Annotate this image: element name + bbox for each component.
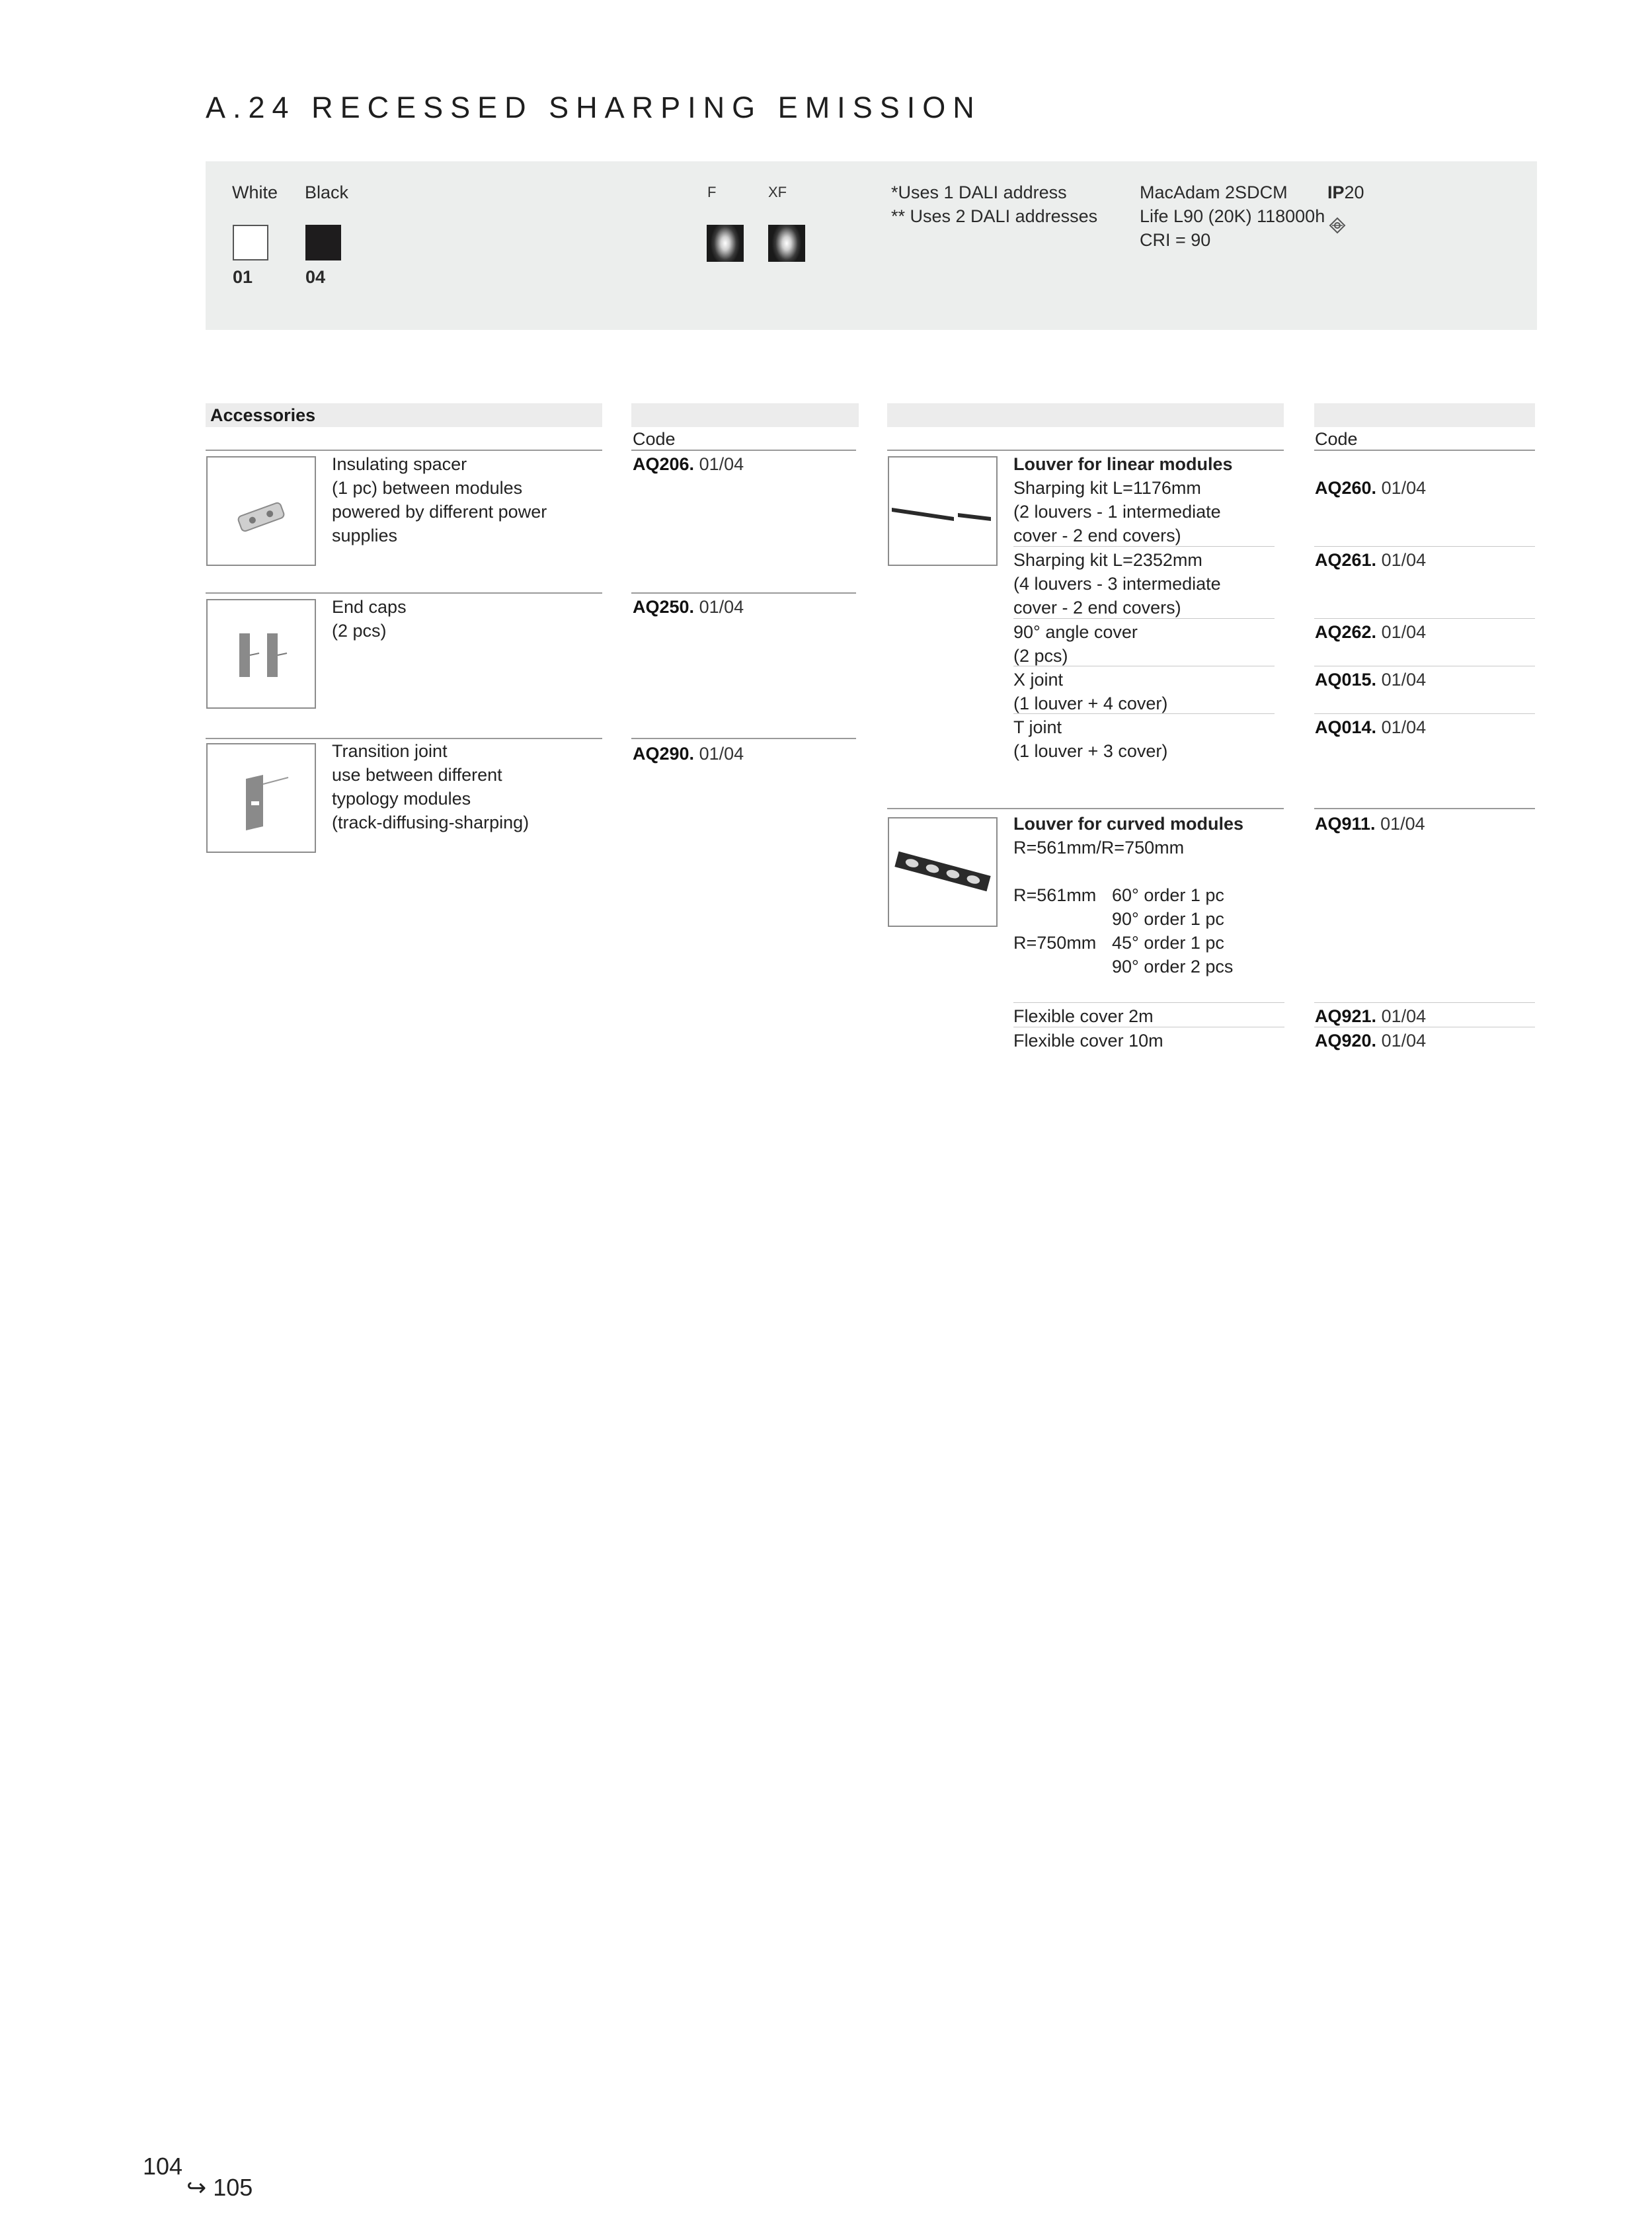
divider	[1013, 546, 1275, 547]
linear-item-sharping-2352	[1013, 548, 1221, 619]
code-header-bar-1	[631, 403, 859, 427]
divider	[631, 450, 856, 451]
item-desc: typology modules	[332, 789, 471, 809]
next-page-link[interactable]	[186, 2174, 253, 2202]
order-line: 60° order 1 pc	[1112, 885, 1224, 905]
return-arrow-icon: ↪	[186, 2174, 207, 2201]
code-aq290	[633, 742, 744, 766]
code-bold: AQ920.	[1315, 1031, 1377, 1051]
code-suffix: 01/04	[694, 454, 744, 474]
end-caps-image	[206, 599, 316, 709]
code-suffix: 01/04	[1376, 622, 1427, 642]
code-suffix: 01/04	[1376, 550, 1427, 570]
accessories-header-bar	[206, 403, 602, 427]
code-bold: AQ261.	[1315, 550, 1377, 570]
item-desc: use between different	[332, 765, 502, 785]
divider	[206, 450, 602, 451]
curved-louver-heading	[1013, 812, 1243, 859]
divider	[631, 592, 856, 594]
order-line: 90° order 1 pc	[1112, 909, 1224, 929]
optic-xf-label: XF	[768, 184, 787, 200]
transition-joint-image	[206, 743, 316, 853]
item-end-caps	[332, 595, 407, 643]
divider	[1013, 618, 1275, 619]
item-title: End caps	[332, 597, 407, 617]
spec-macadam: MacAdam 2SDCM	[1140, 182, 1288, 202]
linear-louver-title: Louver for linear modules	[1013, 454, 1233, 474]
item-insulating-spacer	[332, 452, 547, 547]
item-desc: (1 louver + 3 cover)	[1013, 741, 1168, 761]
code-aq206	[633, 452, 744, 476]
code-aq921	[1315, 1004, 1426, 1028]
item-desc: (2 pcs)	[1013, 646, 1068, 666]
optic-f-label: F	[707, 184, 717, 200]
divider	[887, 450, 1284, 451]
divider	[887, 808, 1284, 809]
code-aq260	[1315, 476, 1426, 500]
item-title: Insulating spacer	[332, 454, 467, 474]
code-suffix: 01/04	[1376, 717, 1427, 737]
insulating-spacer-image	[206, 456, 316, 566]
divider	[1314, 713, 1535, 714]
radius-750-orders	[1112, 931, 1233, 978]
radius-561-label: R=561mm	[1013, 885, 1097, 905]
optic-f-beam-icon[interactable]	[707, 225, 744, 262]
code-bold: AQ015.	[1315, 670, 1377, 690]
divider	[1314, 808, 1535, 809]
code-aq250	[633, 595, 744, 619]
code-suffix: 01/04	[1376, 670, 1427, 690]
driver-icon	[1329, 217, 1346, 234]
code-bold: AQ290.	[633, 744, 695, 764]
spec-cri: CRI = 90	[1140, 230, 1211, 250]
code-bold: AQ250.	[633, 597, 695, 617]
code-header-left: Code	[633, 429, 676, 449]
divider	[1013, 713, 1275, 714]
flexible-cover-2m: Flexible cover 2m	[1013, 1006, 1154, 1026]
finish-black-label: Black	[305, 182, 349, 202]
code-aq920	[1315, 1029, 1426, 1053]
code-header-bar-2	[1314, 403, 1535, 427]
code-aq911	[1315, 812, 1425, 836]
code-aq261	[1315, 548, 1426, 572]
ip-rating	[1327, 182, 1364, 203]
item-desc: (track-diffusing-sharping)	[332, 813, 530, 832]
flexible-cover-10m: Flexible cover 10m	[1013, 1031, 1163, 1051]
item-title: X joint	[1013, 670, 1064, 690]
item-desc: cover - 2 end covers)	[1013, 526, 1181, 545]
linear-item-t-joint	[1013, 715, 1167, 763]
curved-louver-subtitle: R=561mm/R=750mm	[1013, 838, 1185, 857]
item-title: Transition joint	[332, 741, 448, 761]
divider	[1314, 546, 1535, 547]
ip-label: IP	[1327, 182, 1345, 202]
item-transition-joint	[332, 739, 529, 834]
item-desc: supplies	[332, 526, 398, 545]
divider	[1314, 618, 1535, 619]
louver-linear-image	[888, 456, 998, 566]
finish-black-code: 04	[305, 267, 326, 287]
page-number: 104	[143, 2153, 183, 2180]
item-title: T joint	[1013, 717, 1062, 737]
linear-item-angle-cover	[1013, 620, 1138, 668]
divider	[206, 592, 602, 594]
louver-header-bar	[887, 403, 1284, 427]
code-bold: AQ911.	[1315, 814, 1376, 834]
ip-value: 20	[1344, 182, 1364, 202]
linear-item-sharping-1176	[1013, 476, 1221, 547]
optic-xf-beam-icon[interactable]	[768, 225, 805, 262]
code-bold: AQ206.	[633, 454, 695, 474]
black-swatch[interactable]	[305, 225, 341, 260]
divider	[1314, 450, 1535, 451]
code-bold: AQ260.	[1315, 478, 1377, 498]
item-title: Sharping kit L=2352mm	[1013, 550, 1202, 570]
item-desc: (1 pc) between modules	[332, 478, 523, 498]
code-suffix: 01/04	[694, 744, 744, 764]
code-aq014	[1315, 715, 1426, 739]
item-title: Sharping kit L=1176mm	[1013, 478, 1201, 498]
curved-louver-title: Louver for curved modules	[1013, 814, 1244, 834]
code-suffix: 01/04	[1376, 478, 1427, 498]
next-page-number: 105	[213, 2174, 253, 2201]
code-suffix: 01/04	[694, 597, 744, 617]
code-suffix: 01/04	[1375, 814, 1425, 834]
dali-line-2: ** Uses 2 DALI addresses	[891, 206, 1098, 226]
louver-curved-image	[888, 817, 998, 927]
item-title: 90° angle cover	[1013, 622, 1138, 642]
spec-life: Life L90 (20K) 118000h	[1140, 206, 1325, 226]
linear-item-x-joint	[1013, 668, 1167, 715]
item-desc: (1 louver + 4 cover)	[1013, 694, 1168, 713]
item-desc: (4 louvers - 3 intermediate	[1013, 574, 1221, 594]
code-aq262	[1315, 620, 1426, 644]
radius-750-label: R=750mm	[1013, 933, 1097, 953]
divider	[1013, 1002, 1284, 1003]
code-bold: AQ921.	[1315, 1006, 1377, 1026]
item-desc: (2 pcs)	[332, 621, 387, 641]
divider	[631, 738, 856, 739]
dali-line-1: *Uses 1 DALI address	[891, 182, 1067, 202]
radius-561-orders	[1112, 883, 1224, 931]
finish-white-code: 01	[233, 267, 253, 287]
page-title: A.24 RECESSED SHARPING EMISSION	[206, 91, 982, 124]
code-header-right: Code	[1315, 429, 1358, 449]
code-aq015	[1315, 668, 1426, 692]
item-desc: powered by different power	[332, 502, 547, 522]
order-line: 90° order 2 pcs	[1112, 957, 1234, 976]
code-suffix: 01/04	[1376, 1031, 1427, 1051]
item-desc: cover - 2 end covers)	[1013, 598, 1181, 617]
accessories-header: Accessories	[210, 405, 316, 425]
item-desc: (2 louvers - 1 intermediate	[1013, 502, 1221, 522]
code-bold: AQ014.	[1315, 717, 1377, 737]
finish-white-label: White	[232, 182, 278, 202]
order-line: 45° order 1 pc	[1112, 933, 1224, 953]
code-bold: AQ262.	[1315, 622, 1377, 642]
white-swatch[interactable]	[233, 225, 268, 260]
divider	[1314, 1002, 1535, 1003]
code-suffix: 01/04	[1376, 1006, 1427, 1026]
